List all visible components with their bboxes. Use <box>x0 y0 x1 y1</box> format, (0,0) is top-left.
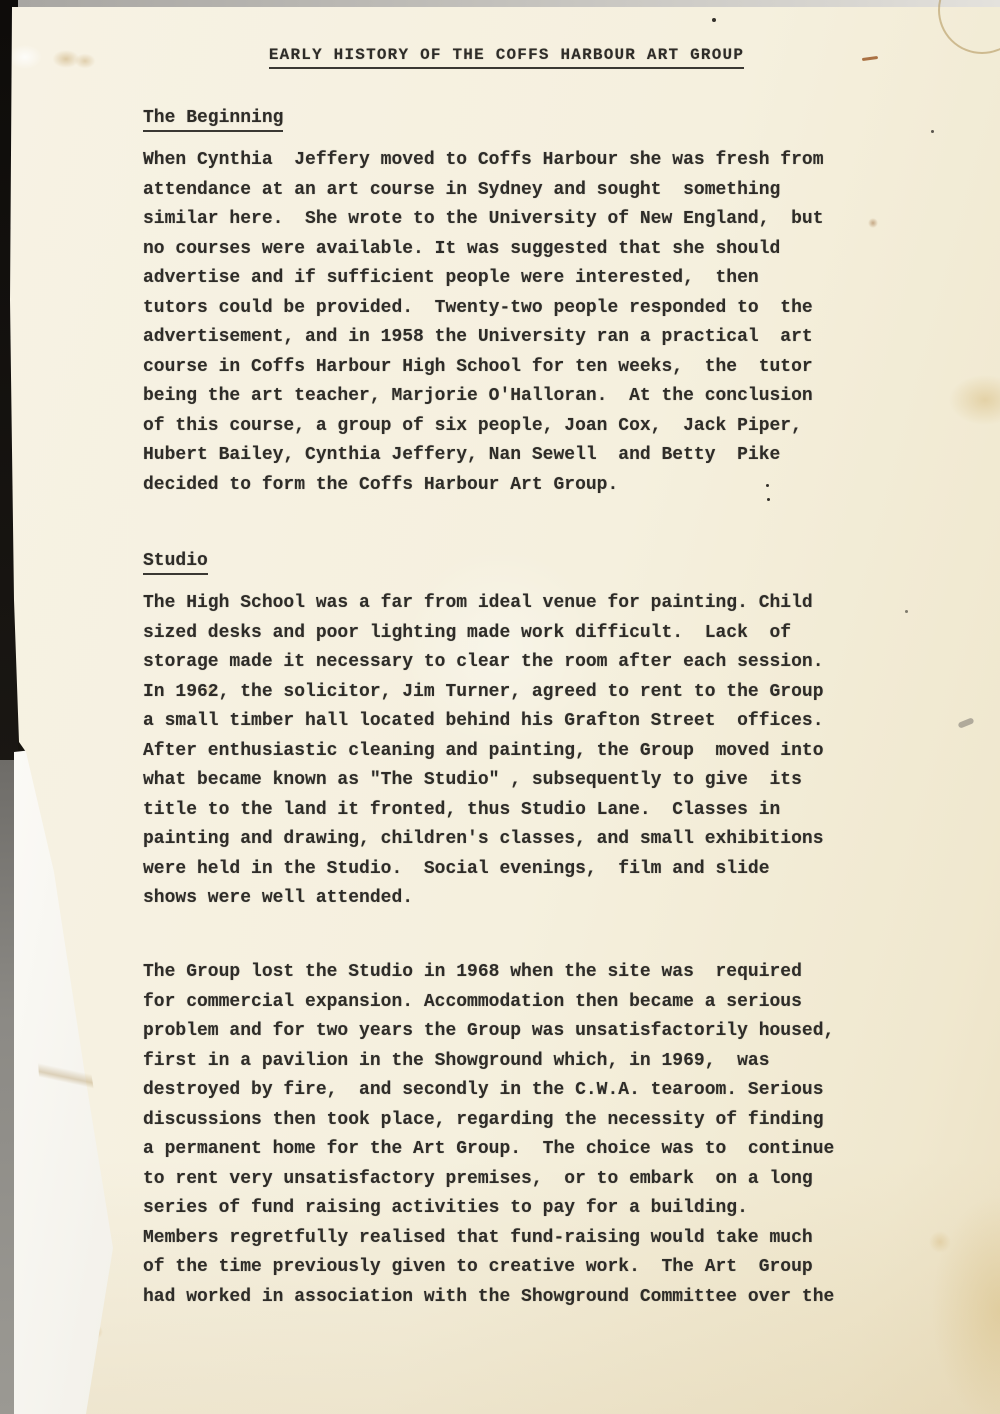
text-line: In 1962, the solicitor, Jim Turner, agreed to rent to the Group <box>143 681 824 702</box>
text-line: storage made it necessary to clear the room after each session. <box>143 652 824 672</box>
text-line: The Group lost the Studio in 1968 when the site was required <box>143 962 802 982</box>
text-line: of the time previously given to creative work. The Art Group <box>143 1257 813 1277</box>
text-line: decided to form the Coffs Harbour Art Group. <box>143 474 619 495</box>
section <box>143 958 903 1312</box>
text-line: similar here. She wrote to the University of New England, but <box>143 209 824 229</box>
text-line: Hubert Bailey, Cynthia Jeffery, Nan Sewell and Betty Pike <box>143 445 781 465</box>
page-title <box>143 46 870 64</box>
text-line: advertise and if sufficient people were interested, then <box>143 268 759 288</box>
ink-speck <box>767 498 770 501</box>
text-line: being the art teacher, Marjorie O'Halloran. At the conclusion <box>143 386 813 406</box>
text-line: what became known as "The Studio" , subsequently to give its <box>143 770 802 790</box>
text-line: for commercial expansion. Accommodation then became a serious <box>143 991 802 1012</box>
text-line: attendance at an art course in Sydney and sought something <box>143 179 781 200</box>
text-line: sized desks and poor lighting made work difficult. Lack of <box>143 622 792 643</box>
text-line: were held in the Studio. Social evenings, film and slide <box>143 858 770 879</box>
text-line: had worked in association with the Showground Committee over the <box>143 1286 835 1307</box>
text-line: After enthusiastic cleaning and painting, the Group moved into <box>143 740 824 761</box>
text-line: title to the land it fronted, thus Studio Lane. Classes in <box>143 799 781 820</box>
section-heading: Studio <box>143 551 208 575</box>
text-line: advertisement, and in 1958 the University ran a practical art <box>143 327 813 347</box>
text-line: discussions then took place, regarding the necessity of finding <box>143 1109 824 1130</box>
section-heading: The Beginning <box>143 108 283 132</box>
section <box>143 551 903 914</box>
text-line: course in Coffs Harbour High School for ten weeks, the tutor <box>143 356 813 377</box>
text-line: tutors could be provided. Twenty-two people responded to the <box>143 297 813 318</box>
text-line: no courses were available. It was suggested that she should <box>143 238 781 259</box>
text-line: problem and for two years the Group was unsatisfactorily housed, <box>143 1021 835 1041</box>
text-line: When Cynthia Jeffery moved to Coffs Harbour she was fresh from <box>143 150 824 170</box>
text-line: destroyed by fire, and secondly in the C.W.A. tearoom. Serious <box>143 1080 824 1100</box>
ink-speck <box>905 610 908 613</box>
text-line: of this course, a group of six people, Joan Cox, Jack Piper, <box>143 415 802 436</box>
text-line: a permanent home for the Art Group. The choice was to continue <box>143 1139 835 1159</box>
text-line: Members regretfully realised that fund-raising would take much <box>143 1227 813 1248</box>
ink-speck <box>766 484 769 487</box>
text-line: painting and drawing, children's classes, and small exhibitions <box>143 829 824 849</box>
text-line: shows were well attended. <box>143 888 414 908</box>
ink-speck <box>931 130 934 133</box>
page-title-text: EARLY HISTORY OF THE COFFS HARBOUR ART GROUP <box>269 46 744 69</box>
ink-speck <box>712 18 716 22</box>
text-line: to rent very unsatisfactory premises, or to embark on a long <box>143 1168 813 1189</box>
text-line: first in a pavilion in the Showground which, in 1969, was <box>143 1050 770 1071</box>
text-line: The High School was a far from ideal venue for painting. Child <box>143 593 813 613</box>
text-line: a small timber hall located behind his Grafton Street offices. <box>143 711 824 731</box>
section <box>143 108 903 500</box>
text-line: series of fund raising activities to pay for a building. <box>143 1198 748 1218</box>
